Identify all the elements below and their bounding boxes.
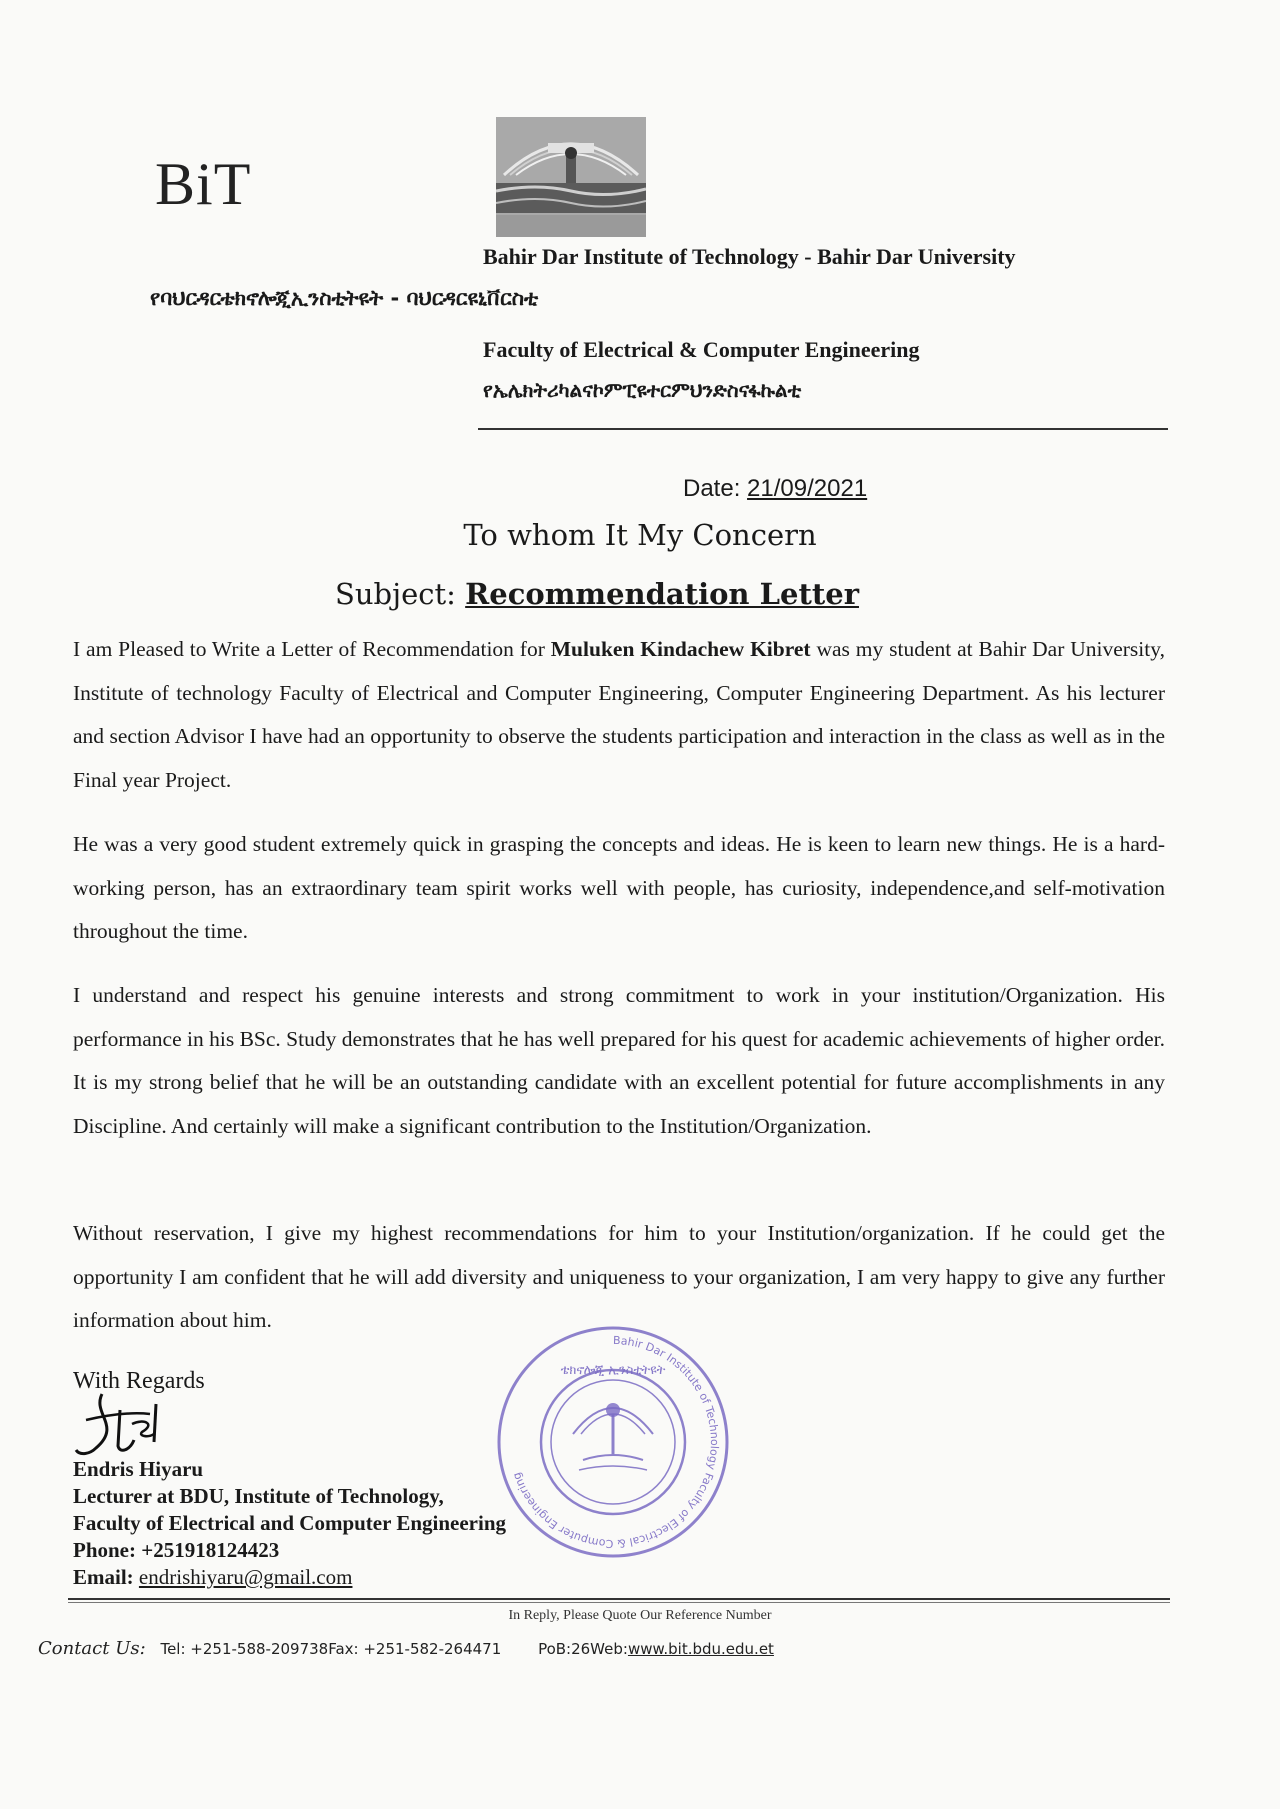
contact-phone-fax: Tel: +251-588-209738Fax: +251-582-264471 xyxy=(160,1640,502,1658)
date-value: 21/09/2021 xyxy=(747,475,868,502)
footer-divider xyxy=(68,1598,1170,1600)
contact-line xyxy=(38,1638,774,1659)
university-logo xyxy=(496,117,646,237)
signature-block xyxy=(73,1456,506,1591)
official-stamp xyxy=(493,1322,733,1562)
paragraph-intro xyxy=(73,628,1165,802)
paragraph-recommendation: Without reservation, I give my highest recommendations for him to your Institution/organization. If he could get the opportunity I am confident that he will add diversity and uniqueness to your organization, I am very happy to give any further information about him. xyxy=(73,1221,1165,1332)
phone-label: Phone: xyxy=(73,1538,136,1562)
faculty-name-amharic: የኤሌክትሪካልናኮምፒዩተርምህንድስናፋኩልቲ xyxy=(483,378,802,402)
signatory-title-2: Faculty of Electrical and Computer Engineering xyxy=(73,1511,506,1535)
email-link[interactable]: endrishiyaru@gmail.com xyxy=(138,1565,353,1589)
brand-text: BiT xyxy=(155,151,252,217)
signatory-phone xyxy=(73,1537,506,1564)
letter-date xyxy=(683,475,867,503)
salutation: To whom It My Concern xyxy=(463,518,817,552)
faculty-name: Faculty of Electrical & Computer Engineering xyxy=(483,337,920,362)
subject-value: Recommendation Letter xyxy=(465,577,859,611)
header-divider xyxy=(478,428,1168,430)
contact-label: Contact Us: xyxy=(38,1638,146,1659)
date-label: Date: xyxy=(683,475,741,502)
footer-divider-thin xyxy=(68,1602,1170,1603)
paragraph-qualities: He was a very good student extremely quick in grasping the concepts and ideas. He is keen to learn new things. He is a hard-working person, has an extraordinary team spirit works well with people, has curiosity, independence,and self-motivation throughout the time. xyxy=(73,832,1165,943)
handwritten-signature xyxy=(72,1384,192,1466)
institution-name: Bahir Dar Institute of Technology - Bahir Dar University xyxy=(483,244,1016,269)
closing-phrase: With Regards xyxy=(73,1368,205,1394)
paragraph-intro-lead: I am Pleased to Write a Letter of Recommendation for xyxy=(73,637,551,661)
signatory-name: Endris Hiyaru xyxy=(73,1457,204,1481)
subject-line xyxy=(335,577,859,611)
website-link[interactable]: www.bit.bdu.edu.et xyxy=(627,1640,774,1658)
reply-note: In Reply, Please Quote Our Reference Number xyxy=(508,1608,772,1623)
signatory-email xyxy=(73,1564,506,1591)
institution-name-amharic: የባህርዳርቴክኖሎጂኢንስቲትዩት - ባህርዳርዩኒቨርስቲ xyxy=(150,286,539,310)
paragraph-intro-rest: was my student at Bahir Dar University, Institute of technology Faculty of Electrical and Computer Engineering, Computer Engineering Department. As his lecturer and section Advisor I have had an opportunity to observe the students participation and interaction in the class as well as in the Final year Project. xyxy=(73,637,1165,792)
university-logo-image xyxy=(496,117,646,237)
phone-value: +251918124423 xyxy=(141,1538,280,1562)
contact-pob-web: PoB:26Web: xyxy=(538,1640,628,1658)
subject-label: Subject: xyxy=(335,577,456,611)
stamp-outer-text: Bahir Dar Institute of Technology Faculty of Electrical & Computer Engineering xyxy=(510,1333,721,1551)
email-label: Email: xyxy=(73,1565,134,1589)
student-name: Muluken Kindachew Kibret xyxy=(550,637,811,661)
stamp-amharic-text: ቴክኖሎጂ ኢንስቲትዩት xyxy=(560,1363,666,1378)
paragraph-commitment: I understand and respect his genuine interests and strong commitment to work in your institution/Organization. His performance in his BSc. Study demonstrates that he has well prepared for his quest for academic achievements of higher order. It is my strong belief that he will be an outstanding candidate with an excellent potential for future accomplishments in any Discipline. And certainly will make a significant contribution to the Institution/Organization. xyxy=(73,983,1165,1138)
signatory-title-1: Lecturer at BDU, Institute of Technology, xyxy=(73,1484,444,1508)
